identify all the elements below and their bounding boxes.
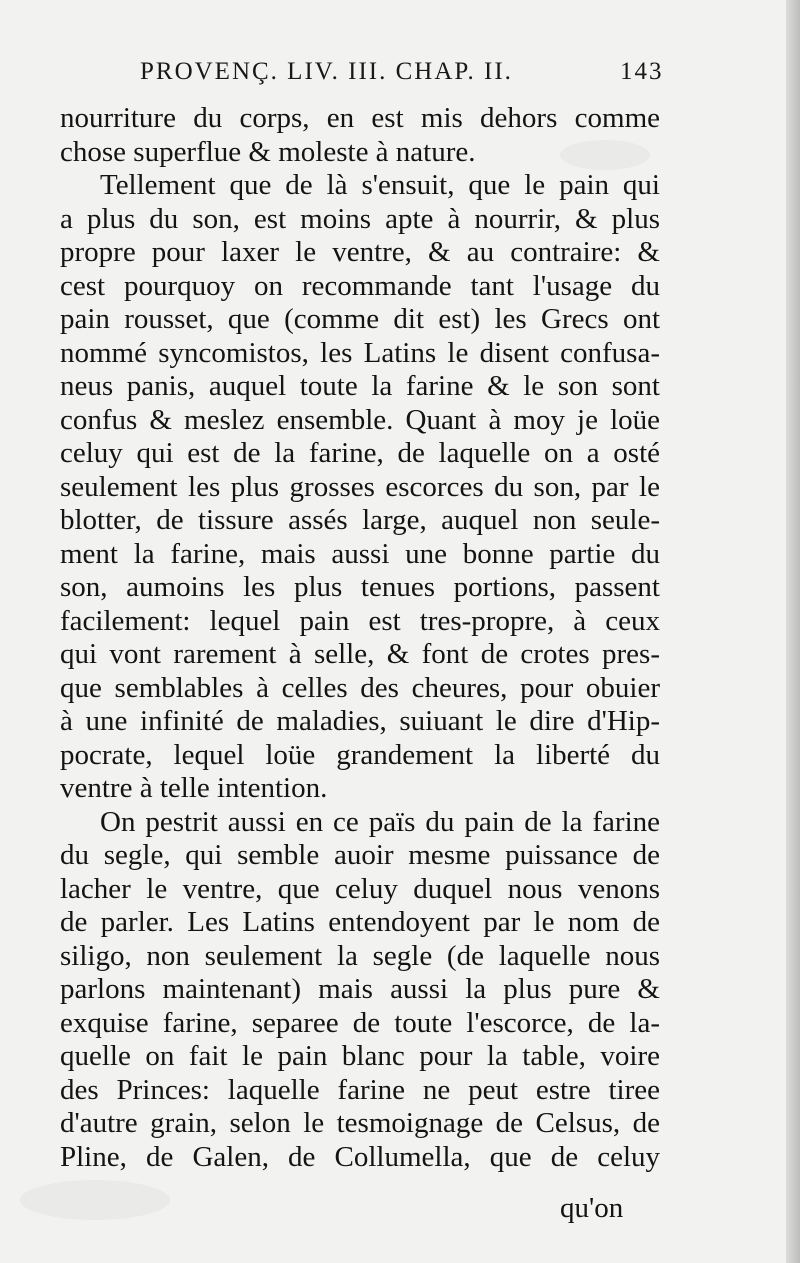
text-line: pain rousset, que (comme dit est) les Grecs ont: [60, 303, 660, 335]
text-line: nommé syncomistos, les Latins le disent confusa-: [60, 336, 660, 369]
page-header: [60, 58, 664, 94]
running-head: PROVENÇ. LIV. III. CHAP. II.: [140, 58, 513, 85]
text-line: cest pourquoy on recommande tant l'usage du: [60, 269, 660, 302]
text-line: neus panis, auquel toute la farine & le son sont: [60, 370, 660, 402]
text-line: seulement les plus grosses escorces du son, par le: [60, 470, 660, 503]
text-line: que semblables à celles des cheures, pour obuier: [60, 671, 660, 704]
text-line: siligo, non seulement la segle (de laquelle nous: [60, 939, 660, 972]
catchword: qu'on: [560, 1192, 624, 1224]
text-line: nourriture du corps, en est mis dehors comme: [60, 102, 660, 134]
text-line: quelle on fait le pain blanc pour la table, voire: [60, 1040, 660, 1072]
text-line: ventre à telle intention.: [60, 772, 328, 804]
text-line: On pestrit aussi en ce païs du pain de la farine: [100, 805, 660, 838]
text-line: chose superflue & moleste à nature.: [60, 135, 476, 168]
page-edge: [786, 0, 800, 1263]
text-line: de parler. Les Latins entendoyent par le nom de: [60, 906, 660, 938]
text-line: qui vont rarement à selle, & font de crotes pres-: [60, 638, 660, 670]
text-line: celuy qui est de la farine, de laquelle on a osté: [60, 437, 660, 469]
text-line: confus & meslez ensemble. Quant à moy je loüe: [60, 403, 660, 436]
text-line: du segle, qui semble auoir mesme puissance de: [60, 839, 660, 871]
text-line: a plus du son, est moins apte à nourrir, & plus: [60, 202, 660, 235]
text-line: propre pour laxer le ventre, & au contraire: &: [60, 236, 660, 268]
text-line: lacher le ventre, que celuy duquel nous venons: [60, 872, 660, 905]
text-line: Tellement que de là s'ensuit, que le pain qui: [100, 169, 660, 201]
text-line: Pline, de Galen, de Collumella, que de celuy: [60, 1140, 660, 1173]
text-line: blotter, de tissure assés large, auquel non seule-: [60, 504, 660, 536]
text-line: à une infinité de maladies, suiuant le dire d'Hip-: [60, 705, 660, 737]
body-text: [60, 102, 660, 1174]
text-line: ment la farine, mais aussi une bonne partie du: [60, 537, 660, 570]
text-line: exquise farine, separee de toute l'escorce, de la-: [60, 1006, 660, 1039]
page-stain: [20, 1180, 170, 1220]
text-line: son, aumoins les plus tenues portions, passent: [60, 571, 660, 603]
text-line: d'autre grain, selon le tesmoignage de Celsus, de: [60, 1107, 660, 1139]
page-number: 143: [620, 58, 664, 85]
text-line: facilement: lequel pain est tres-propre, à ceux: [60, 604, 660, 637]
text-line: parlons maintenant) mais aussi la plus pure &: [60, 973, 660, 1005]
text-line: pocrate, lequel loüe grandement la liberté du: [60, 738, 660, 771]
text-line: des Princes: laquelle farine ne peut estre tiree: [60, 1073, 660, 1106]
